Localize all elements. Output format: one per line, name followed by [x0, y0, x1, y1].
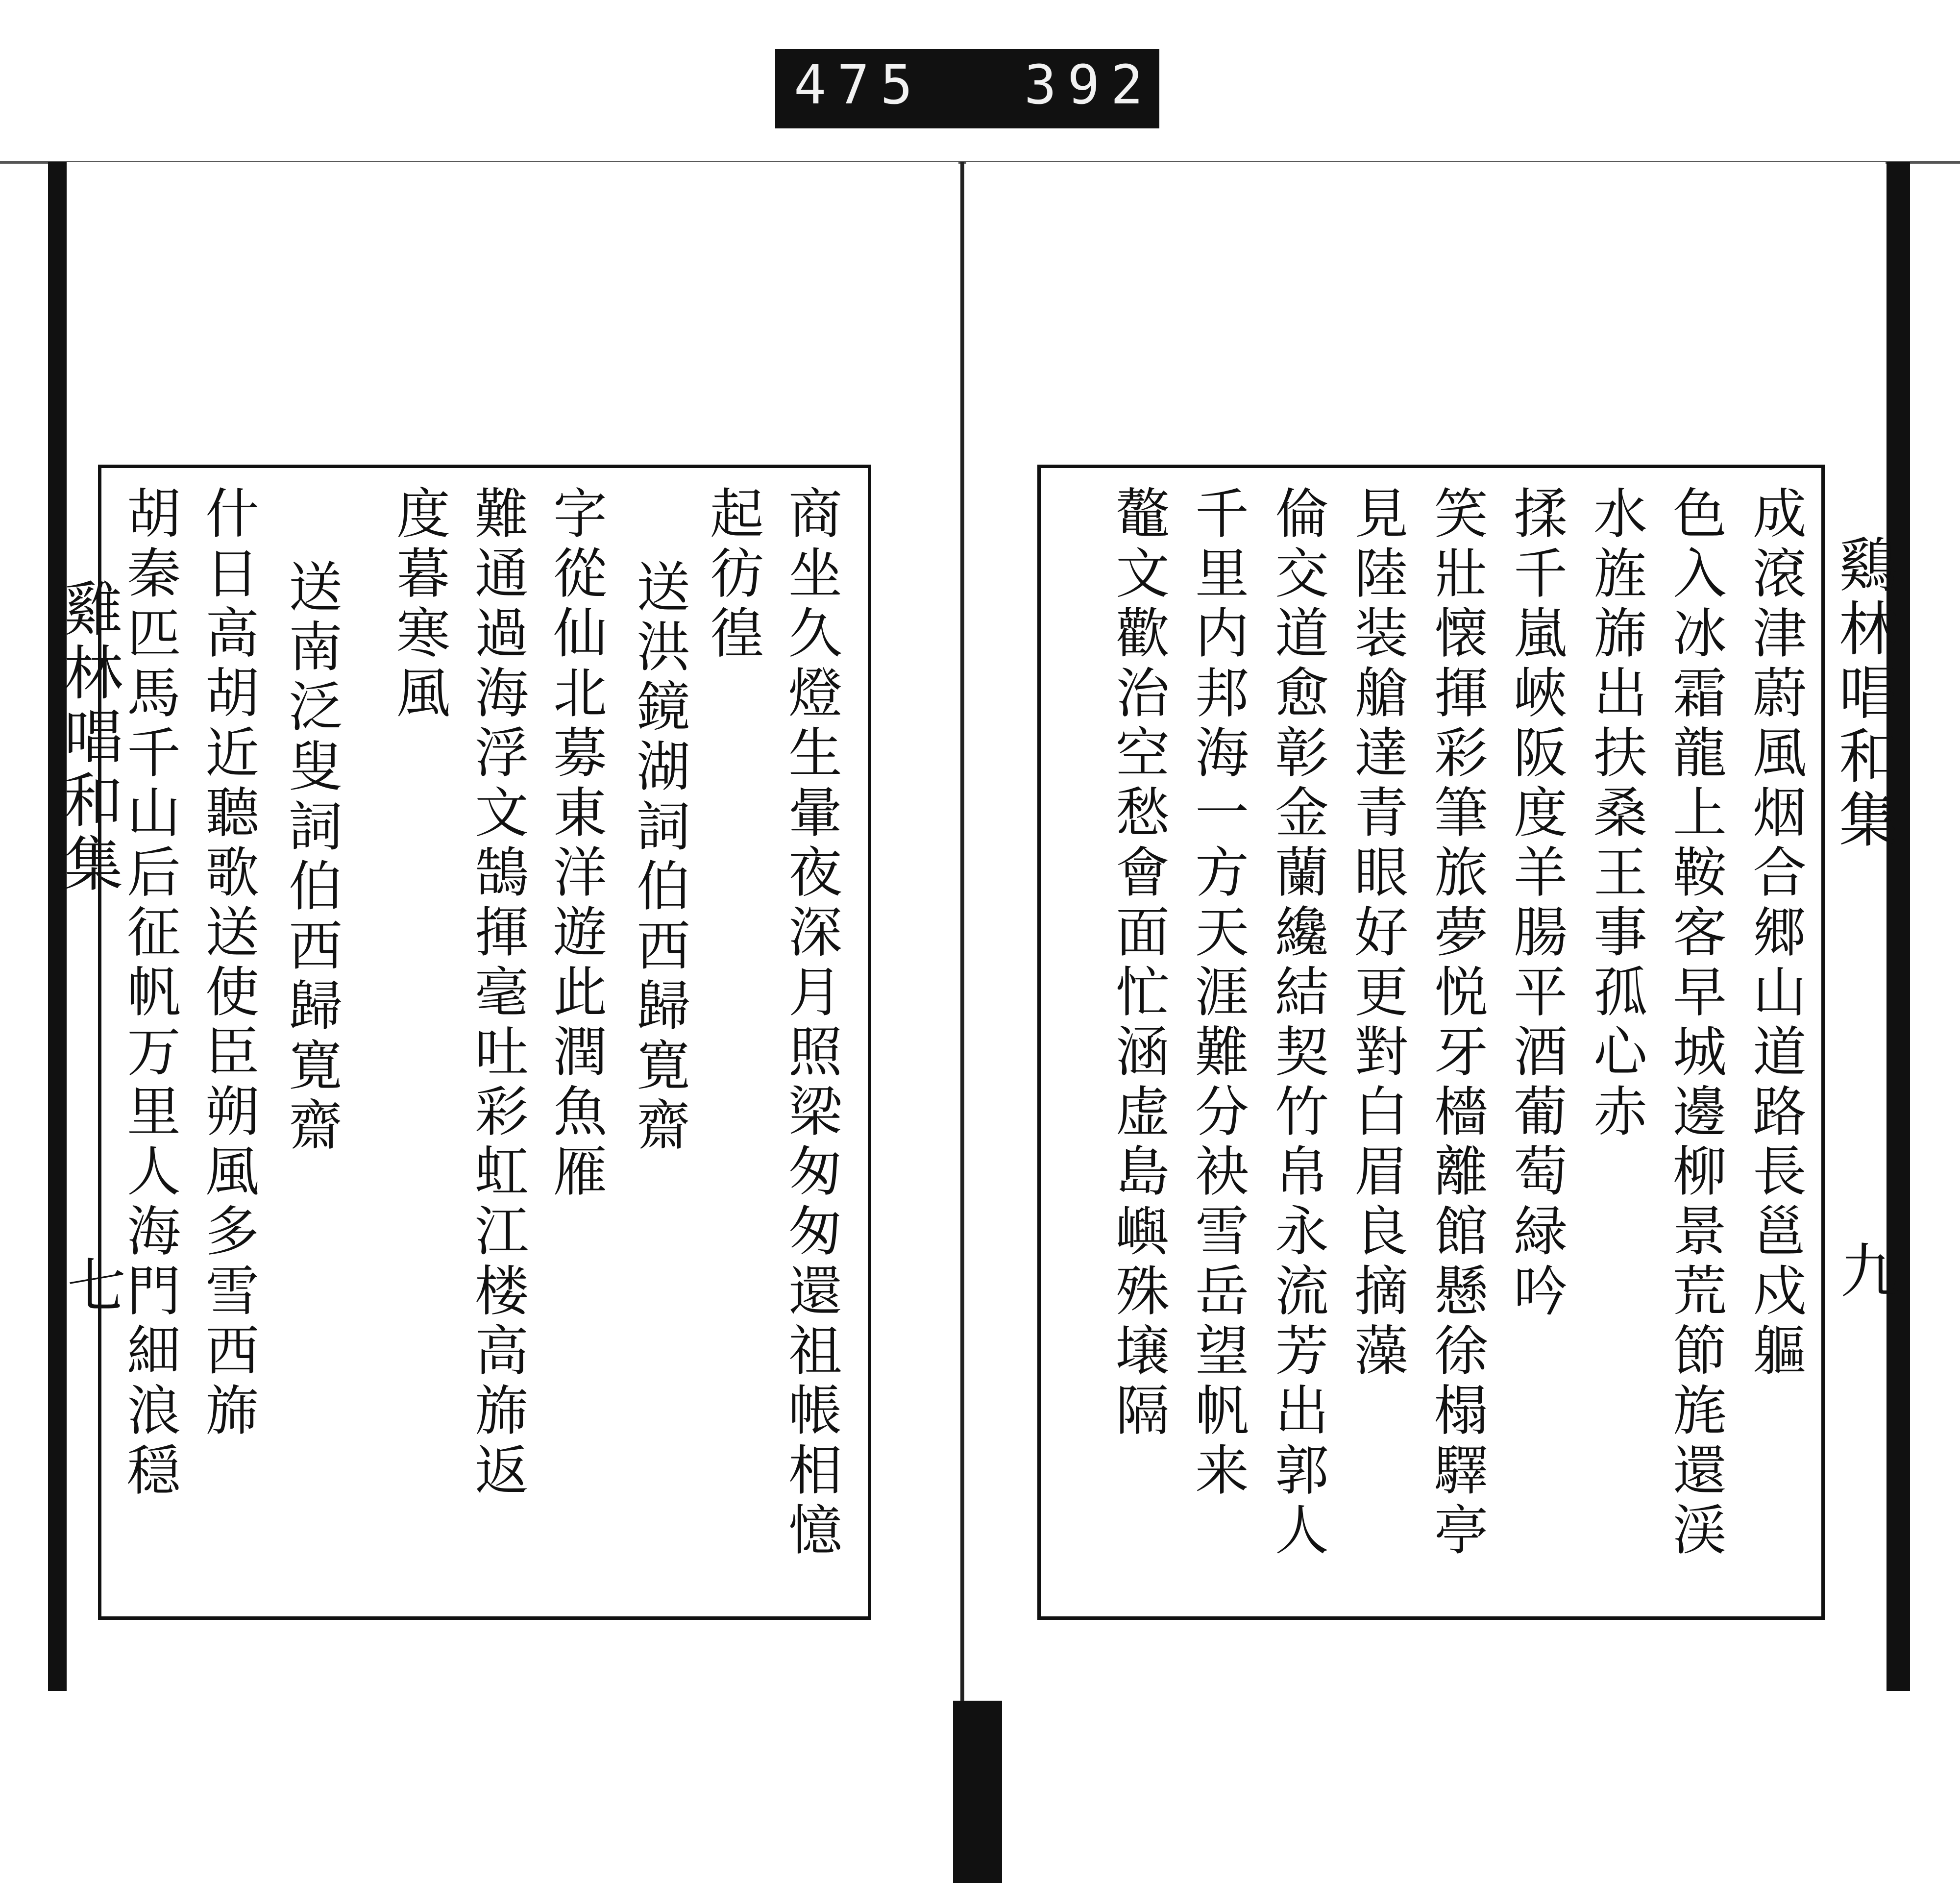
book-spine [960, 162, 964, 1715]
left-page-edge [48, 162, 67, 1691]
left-column-6: 度暮寒風 [388, 485, 450, 724]
right-column-1: 成滾津蔚風烟合郷山道路長邕戍軀 [1744, 485, 1807, 1382]
right-page-edge [1886, 162, 1910, 1691]
left-folio: 七 [57, 1255, 125, 1318]
right-column-6: 見陸装艙達青眼好更對白眉良摘藻 [1346, 485, 1408, 1382]
right-side-title: 鷄林唱和集 [1829, 534, 1897, 853]
left-column-8: 什日高胡近聽歌送使臣朔風多雪西旆 [196, 485, 259, 1442]
right-column-3: 水旌旆出扶桑王事孤心赤 [1585, 485, 1647, 1143]
right-column-4: 揉千嵐峽阪度羊腸平酒葡萄緑吟 [1505, 485, 1568, 1322]
left-column-9: 胡秦匹馬千山后征帆万里人海門細浪穏 [118, 485, 181, 1502]
left-column-3-heading: 送洪鏡湖詞伯西歸寛齋 [628, 559, 690, 1157]
archive-number-right: 392 [1024, 53, 1154, 116]
right-column-8: 千里内邦海一方天涯難分袂雪岳望帆来 [1186, 485, 1249, 1502]
right-folio: 九 [1831, 1240, 1899, 1304]
right-column-7: 倫交道愈彰金蘭纔結契竹帛永流芳出郭人 [1266, 485, 1329, 1561]
left-column-5: 難通過海浮文鵠揮毫吐彩虹江楼高旆返 [466, 485, 529, 1502]
right-column-2: 色入冰霜龍上鞍客早城邊柳景荒節旄還渓 [1664, 485, 1727, 1561]
left-side-title: 雞林唱和集 [54, 578, 122, 897]
left-column-7-heading: 送南泛叟詞伯西歸寛齋 [280, 559, 343, 1157]
spine-tab [953, 1701, 1002, 1883]
right-column-9: 鼇文歡治空愁會面忙涵虚島嶼殊壌隔 [1107, 485, 1170, 1442]
right-column-5: 笑壯懐揮彩筆旅夢悦牙檣離館懸徐榻驛亭 [1425, 485, 1488, 1561]
left-column-1: 商坐久燈生暈夜深月照梁匆匆還祖帳相憶 [780, 485, 842, 1561]
left-column-2: 起彷徨 [701, 485, 764, 665]
archive-number-left: 475 [794, 53, 924, 116]
left-column-4: 字從仙北募東洋遊此潤魚雁 [544, 485, 607, 1203]
